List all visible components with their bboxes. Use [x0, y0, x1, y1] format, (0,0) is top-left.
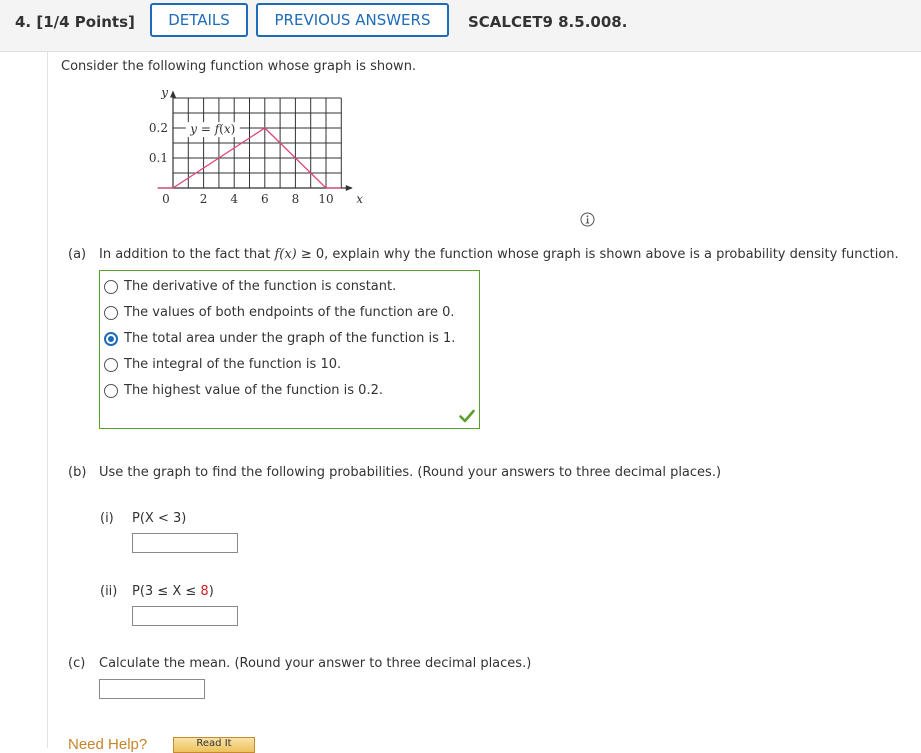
- choice-label: The derivative of the function is constant.: [124, 279, 397, 294]
- part-a-choices: [99, 270, 480, 429]
- y-tick-label: 0.1: [148, 151, 168, 165]
- x-tick-label: 4: [230, 192, 239, 206]
- part-a-question: [99, 247, 899, 262]
- radio-button[interactable]: [104, 306, 118, 320]
- part-c-question: Calculate the mean. (Round your answer to three decimal places.): [99, 656, 532, 671]
- part-b-i-label: (i): [100, 511, 114, 526]
- need-help-label: Need Help?: [68, 736, 148, 753]
- part-a-text-after: ≥ 0, explain why the function whose graph is shown above is a probability density function.: [296, 247, 899, 262]
- part-b-i-expression: P(X < 3): [132, 511, 187, 526]
- choice-label: The highest value of the function is 0.2.: [124, 383, 383, 398]
- x-tick-label: 8: [291, 192, 300, 206]
- question-header: [0, 0, 921, 52]
- y-tick-label: 0.2: [148, 121, 168, 135]
- correct-checkmark-icon: [459, 409, 475, 423]
- part-b-ii-expression: [132, 584, 214, 599]
- previous-answers-button[interactable]: PREVIOUS ANSWERS: [256, 3, 449, 37]
- x-tick-label: 2: [199, 192, 208, 206]
- function-graph: [130, 85, 520, 215]
- choice-label: The values of both endpoints of the function are 0.: [124, 305, 455, 320]
- part-b-label: (b): [68, 465, 87, 480]
- radio-button[interactable]: [104, 280, 118, 294]
- y-axis-arrow: [170, 91, 176, 98]
- answer-input-b-i[interactable]: [132, 533, 238, 553]
- radio-button[interactable]: [104, 358, 118, 372]
- x-tick-label: 10: [318, 192, 334, 206]
- radio-button-selected[interactable]: [104, 332, 118, 346]
- question-prompt: Consider the following function whose graph is shown.: [61, 59, 417, 74]
- question-number: 4. [1/4 Points]: [15, 13, 135, 31]
- x-axis-label: x: [356, 192, 364, 206]
- part-a-text-before: In addition to the fact that: [99, 247, 275, 262]
- problem-code: SCALCET9 8.5.008.: [468, 13, 628, 31]
- x-axis-arrow: [346, 185, 353, 191]
- x-tick-label: 6: [260, 192, 269, 206]
- details-button[interactable]: DETAILS: [150, 3, 248, 37]
- read-it-button[interactable]: Read It: [173, 737, 255, 753]
- radio-button[interactable]: [104, 384, 118, 398]
- answer-input-c[interactable]: [99, 679, 205, 699]
- part-a-label: (a): [68, 247, 87, 262]
- y-axis-label: y: [161, 85, 168, 100]
- info-icon[interactable]: [580, 212, 595, 227]
- origin-label: 0: [162, 192, 170, 206]
- part-b-ii-expr-end: ): [208, 584, 214, 599]
- content-divider: [47, 52, 48, 748]
- part-b-question: Use the graph to find the following probabilities. (Round your answers to three decimal places.): [99, 465, 722, 480]
- answer-input-b-ii[interactable]: [132, 606, 238, 626]
- choice-label: The integral of the function is 10.: [124, 357, 342, 372]
- choice-label: The total area under the graph of the function is 1.: [124, 331, 456, 346]
- part-b-ii-label: (ii): [100, 584, 118, 599]
- part-c-label: (c): [68, 656, 86, 671]
- function-label: y = f(x): [190, 122, 236, 137]
- part-b-ii-expr-main: P(3 ≤ X ≤: [132, 584, 201, 599]
- part-a-fx: f(x): [274, 247, 297, 262]
- part-b-ii-expr-highlight: 8: [200, 584, 209, 599]
